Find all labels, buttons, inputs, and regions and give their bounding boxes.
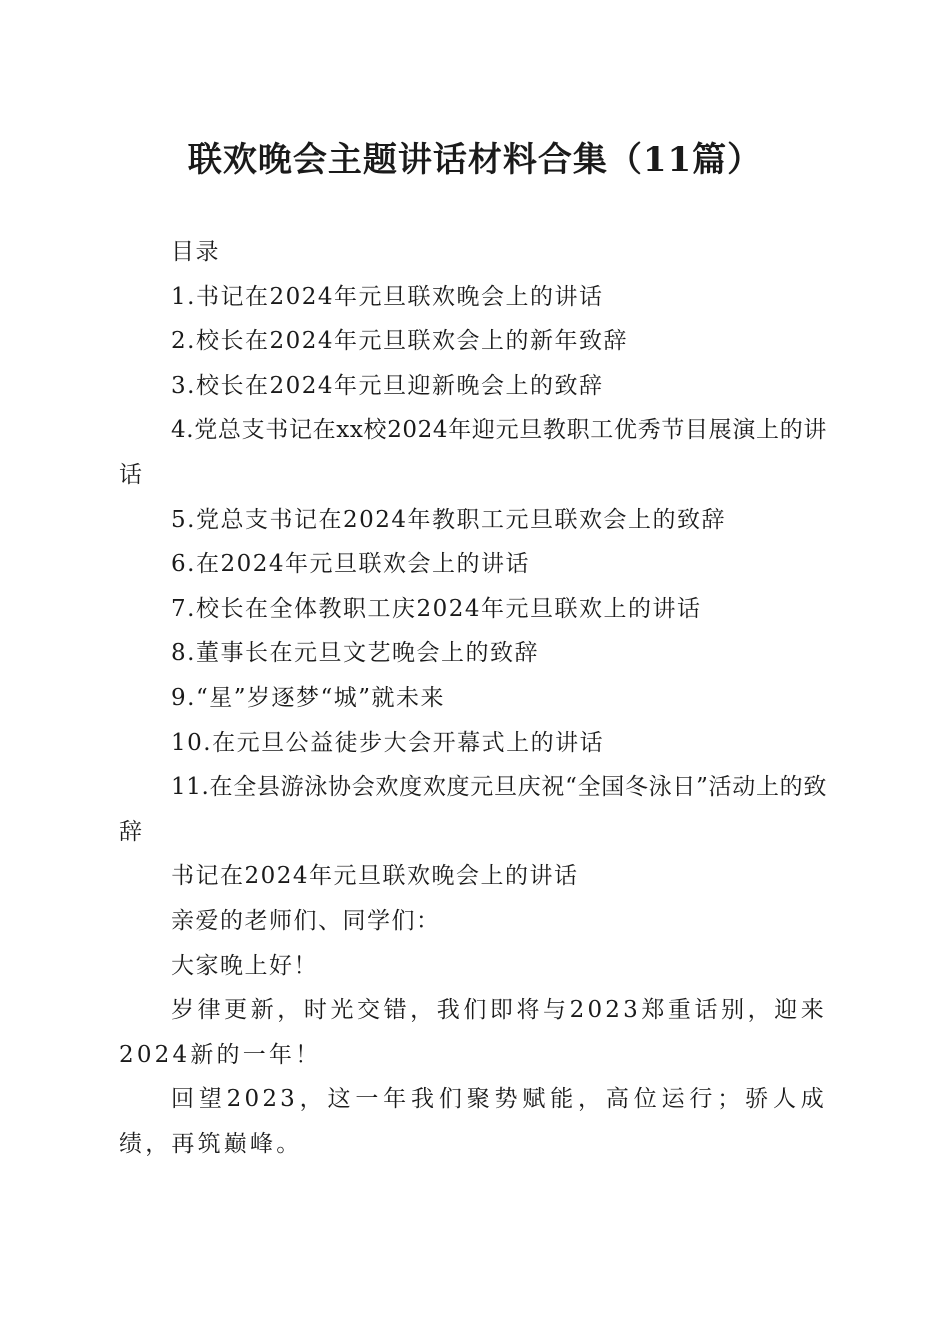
greeting: 大家晚上好！ [171,952,318,979]
document-body [119,230,827,1166]
toc-item-6: 6.在2024年元旦联欢会上的讲话 [171,551,530,578]
toc-item-5: 5.党总支书记在2024年教职工元旦联欢会上的致辞 [171,506,726,533]
toc-item-8: 8.董事长在元旦文艺晚会上的致辞 [171,640,539,667]
salutation: 亲爱的老师们、同学们： [171,907,441,934]
toc-item-2: 2.校长在2024年元旦联欢会上的新年致辞 [171,328,628,355]
toc-item-4: 4.党总支书记在xx校2024年迎元旦教职工优秀节目展演上的讲话 [119,417,827,488]
body-paragraph-1: 岁律更新，时光交错，我们即将与2023郑重话别，迎来2024新的一年！ [119,997,827,1068]
toc-item-3: 3.校长在2024年元旦迎新晚会上的致辞 [171,372,604,399]
toc-heading: 目录 [171,239,220,265]
toc-item-1: 1.书记在2024年元旦联欢晚会上的讲话 [171,283,604,310]
toc-item-10: 10.在元旦公益徒步大会开幕式上的讲话 [171,729,605,756]
body-paragraph-2: 回望2023，这一年我们聚势赋能，高位运行；骄人成绩，再筑巅峰。 [119,1086,827,1157]
toc-item-11: 11.在全县游泳协会欢度欢度元旦庆祝“全国冬泳日”活动上的致辞 [119,774,827,845]
toc-item-7: 7.校长在全体教职工庆2024年元旦联欢上的讲话 [171,595,702,622]
toc-item-9: 9.“星”岁逐梦“城”就未来 [171,684,445,711]
section-title: 书记在2024年元旦联欢晚会上的讲话 [171,863,579,890]
document-title: 联欢晚会主题讲话材料合集（11篇） [187,140,763,180]
